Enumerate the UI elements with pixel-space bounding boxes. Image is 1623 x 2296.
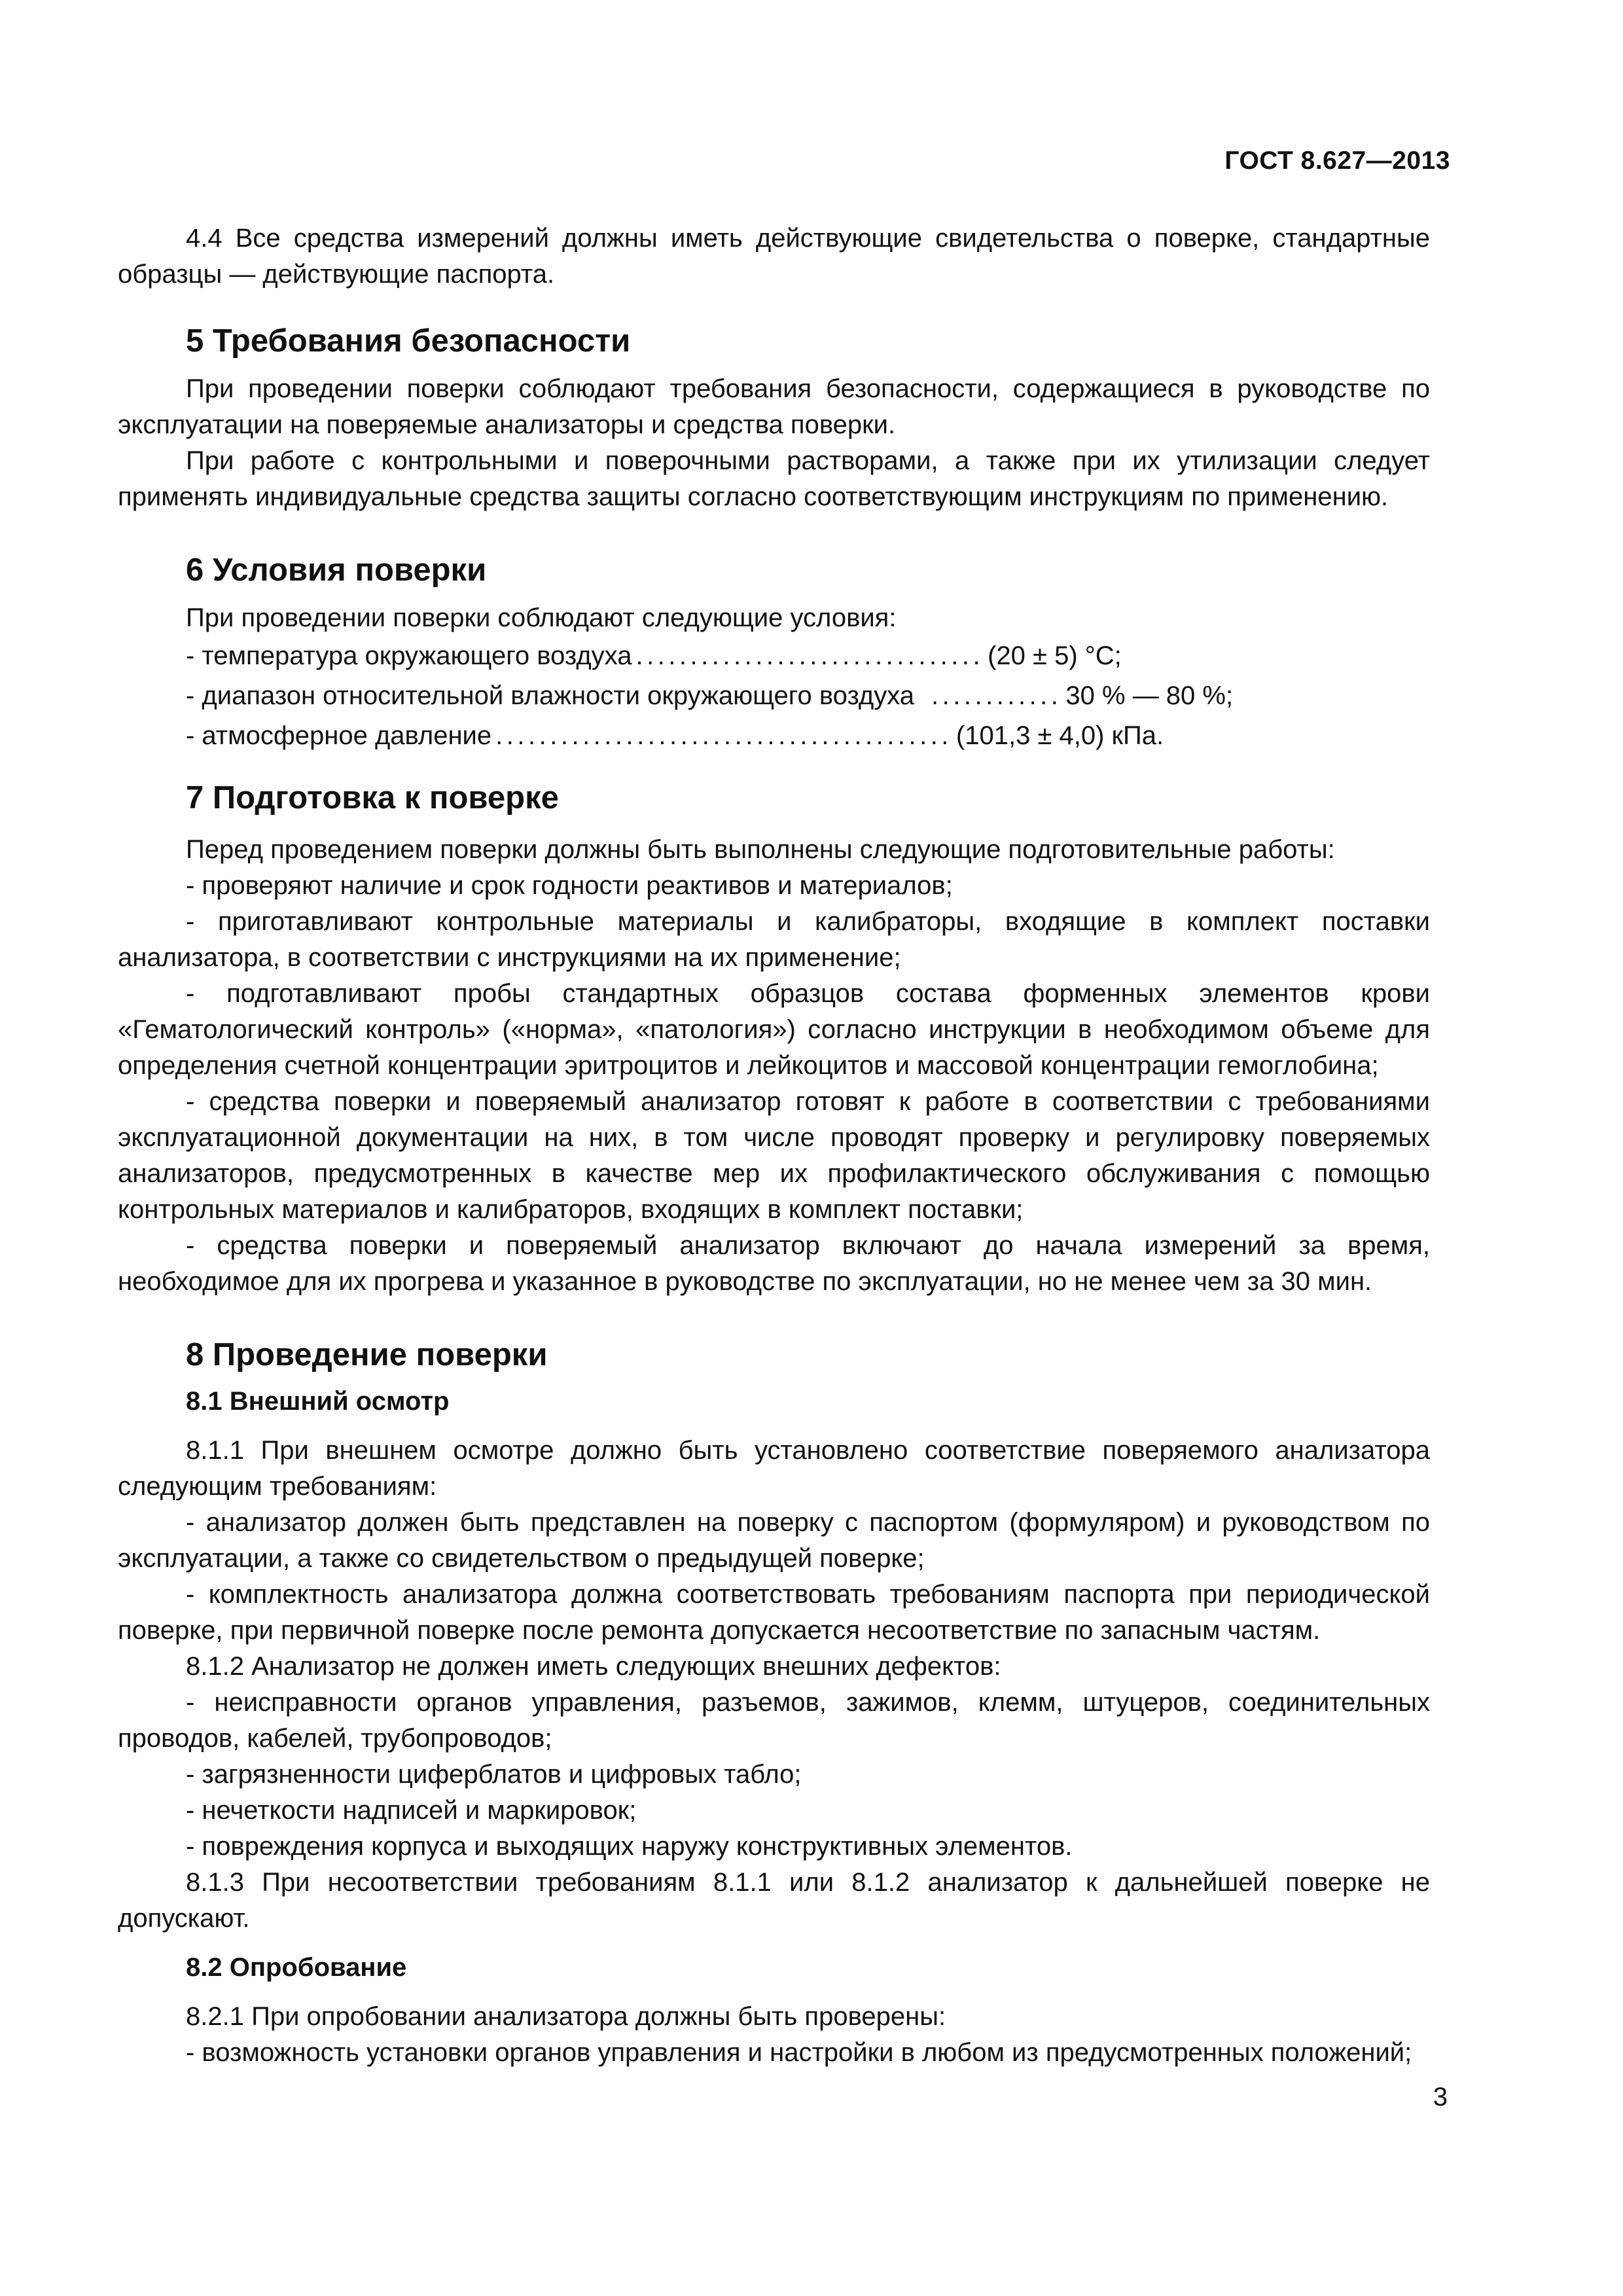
- condition-row: [118, 716, 1482, 756]
- dot-leader: ................................: [635, 641, 984, 670]
- page-number: 3: [1433, 2083, 1448, 2111]
- dot-leader: ............: [931, 681, 1062, 710]
- list-item: - анализатор должен быть представлен на поверку с паспортом (формуляром) и руководством по эксплуатации, а также со свидетельством о предыдущей поверке;: [118, 1508, 1430, 1573]
- condition-value: 30 % — 80 %;: [1065, 681, 1234, 710]
- section-6-intro: При проведении поверки соблюдают следующие условия:: [186, 603, 897, 632]
- condition-row: [118, 676, 1482, 716]
- list-item: - повреждения корпуса и выходящих наружу конструктивных элементов.: [186, 1832, 1073, 1861]
- list-item: - нечеткости надписей и маркировок;: [186, 1796, 637, 1825]
- section-6-heading: 6 Условия поверки: [186, 552, 487, 588]
- list-item: - неисправности органов управления, разъемов, зажимов, клемм, штуцеров, соединительных проводов, кабелей, трубопроводов;: [118, 1688, 1430, 1753]
- paragraph-8-2-1: 8.2.1 При опробовании анализатора должны быть проверены:: [186, 2002, 946, 2031]
- list-item: - средства поверки и поверяемый анализатор включают до начала измерений за время, необходимое для их прогрева и указанное в руководстве по эксплуатации, но не менее чем за 30 мин.: [118, 1231, 1430, 1296]
- list-item: - комплектность анализатора должна соответствовать требованиям паспорта при периодической поверке, при первичной поверке после ремонта допускается несоответствие по запасным частям.: [118, 1580, 1430, 1645]
- list-item: - загрязненности циферблатов и цифровых табло;: [186, 1760, 802, 1789]
- section-8-heading: 8 Проведение поверки: [186, 1337, 548, 1372]
- section-7-heading: 7 Подготовка к поверке: [186, 780, 559, 816]
- document-id-header: ГОСТ 8.627—2013: [1224, 147, 1450, 175]
- paragraph-8-1-2: 8.1.2 Анализатор не должен иметь следующих внешних дефектов:: [186, 1652, 1001, 1681]
- paragraph-4-4: 4.4 Все средства измерений должны иметь действующие свидетельства о поверке, стандартные образцы — действующие паспорта.: [118, 224, 1430, 289]
- condition-value: (101,3 ± 4,0) кПа.: [955, 721, 1164, 750]
- list-item: - проверяют наличие и срок годности реактивов и материалов;: [186, 871, 953, 900]
- section-5-heading: 5 Требования безопасности: [186, 323, 631, 359]
- dot-leader: ..........................................: [495, 721, 952, 750]
- condition-value: (20 ± 5) °C;: [988, 641, 1122, 670]
- paragraph-8-1-3: 8.1.3 При несоответствии требованиям 8.1.1 или 8.1.2 анализатор к дальнейшей поверке не допускают.: [118, 1868, 1430, 1933]
- section-7-intro: Перед проведением поверки должны быть выполнены следующие подготовительные работы:: [186, 835, 1335, 864]
- section-5-paragraph: При работе с контрольными и поверочными растворами, а также при их утилизации следует применять индивидуальные средства защиты согласно соответствующим инструкциям по применению.: [118, 446, 1430, 511]
- list-item: - приготавливают контрольные материалы и калибраторы, входящие в комплект поставки анализатора, в соответствии с инструкциями на их применение;: [118, 907, 1430, 972]
- list-item: - средства поверки и поверяемый анализатор готовят к работе в соответствии с требованиями эксплуатационной документации на них, в том числе проводят проверку и регулировку поверяемых анализаторов, предусмотренных в качестве мер их профилактического обслуживания с помощью контрольных материалов и калибраторов, входящих в комплект поставки;: [118, 1087, 1430, 1224]
- paragraph-8-1-1: 8.1.1 При внешнем осмотре должно быть установлено соответствие поверяемого анализатора следующим требованиям:: [118, 1436, 1430, 1501]
- condition-label: - диапазон относительной влажности окружающего воздуха: [186, 681, 915, 710]
- condition-label: - атмосферное давление: [186, 721, 492, 750]
- page-body: [118, 221, 1430, 2071]
- section-5-paragraph: При проведении поверки соблюдают требования безопасности, содержащиеся в руководстве по эксплуатации на поверяемые анализаторы и средства поверки.: [118, 374, 1430, 439]
- condition-label: - температура окружающего воздуха: [186, 641, 632, 670]
- list-item: - подготавливают пробы стандартных образцов состава форменных элементов крови «Гематологический контроль» («норма», «патология») согласно инструкции в необходимом объеме для определения счетной концентрации эритроцитов и лейкоцитов и массовой концентрации гемоглобина;: [118, 979, 1430, 1080]
- subsection-8-2-heading: 8.2 Опробование: [186, 1953, 407, 1982]
- list-item: - возможность установки органов управления и настройки в любом из предусмотренных положений;: [186, 2038, 1412, 2067]
- subsection-8-1-heading: 8.1 Внешний осмотр: [186, 1387, 450, 1416]
- condition-row: [118, 636, 1482, 676]
